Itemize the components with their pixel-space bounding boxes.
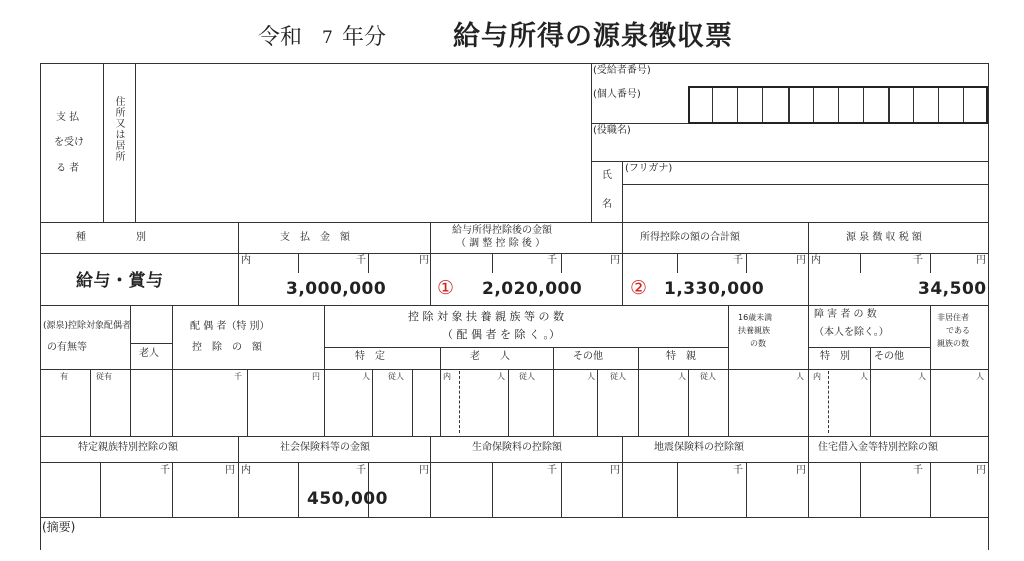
payee-label-line3: る 者 xyxy=(56,163,80,174)
social-sen-label: 千 xyxy=(356,465,366,476)
rojin-nin-label: 人 xyxy=(497,372,505,381)
sonota2-nin-label: 人 xyxy=(918,372,926,381)
remarks-label: (摘要) xyxy=(42,520,76,534)
sonota2-label: その他 xyxy=(874,351,904,362)
tax-en-label: 円 xyxy=(976,255,986,266)
deduction-total-value: 1,330,000 xyxy=(664,279,765,299)
type-header: 種 別 xyxy=(76,232,146,243)
recipient-number-label: (受給者番号) xyxy=(593,65,651,76)
life-insurance-header: 生命保険料の控除額 xyxy=(472,442,562,453)
title-year-suffix: 年分 xyxy=(342,25,387,50)
nonresident-header-line2: である xyxy=(946,326,970,335)
under16-header-line2: 扶養親族 xyxy=(738,326,770,335)
rojin-juunin-label: 従人 xyxy=(519,372,535,381)
sonota-label: その他 xyxy=(573,351,603,362)
disabled-header-line1: 障 害 者 の 数 xyxy=(814,309,877,320)
social-en-label: 円 xyxy=(419,465,429,476)
name-label-line2: 名 xyxy=(602,199,612,210)
spouse-header-line1: (源泉)控除対象配偶者 xyxy=(43,321,132,331)
income-type-value: 給与・賞与 xyxy=(76,271,164,291)
after-en-label: 円 xyxy=(610,255,620,266)
under16-header-line1: 16歳未満 xyxy=(738,313,773,322)
social-insurance-header: 社会保険料等の金額 xyxy=(280,442,370,453)
spouse-header-line2: の有無等 xyxy=(47,342,87,353)
disabled-uchi-label: 内 xyxy=(813,372,821,381)
disabled-header-line2: （本人を除く。） xyxy=(814,327,889,338)
individual-number-label: (個人番号) xyxy=(593,89,641,100)
deduction-sen-label: 千 xyxy=(733,255,743,266)
tokutei-juunin-label: 従人 xyxy=(388,372,404,381)
tax-sen-label: 千 xyxy=(913,255,923,266)
quake-en-label: 円 xyxy=(796,465,806,476)
pay-uchi-label: 内 xyxy=(241,255,251,266)
marker-2: ② xyxy=(630,277,648,299)
title-era: 令和 xyxy=(258,25,303,50)
life-sen-label: 千 xyxy=(547,465,557,476)
tokushin-label: 特 親 xyxy=(666,351,696,362)
roujin-label: 老人 xyxy=(139,348,159,359)
nonresident-header-line1: 非居住者 xyxy=(937,313,969,322)
withholding-tax-header: 源 泉 徴 収 税 額 xyxy=(846,232,922,243)
quake-sen-label: 千 xyxy=(733,465,743,476)
spouse-sen-label: 千 xyxy=(234,372,242,381)
after-deduction-header-line1: 給与所得控除後の金額 xyxy=(452,225,552,236)
housing-loan-deduction-header: 住宅借入金等特別控除の額 xyxy=(818,442,938,453)
special-sen-label: 千 xyxy=(160,465,170,476)
after-sen-label: 千 xyxy=(547,255,557,266)
spouse-en-label: 円 xyxy=(312,372,320,381)
under16-nin-label: 人 xyxy=(796,372,804,381)
tokushin-juunin-label: 従人 xyxy=(700,372,716,381)
rojin-uchi-label: 内 xyxy=(443,372,451,381)
tokutei-label: 特 定 xyxy=(355,351,385,362)
earthquake-insurance-header: 地震保険料の控除額 xyxy=(654,442,744,453)
title-year-number: 7 xyxy=(322,28,333,48)
withholding-tax-value: 34,500 xyxy=(918,279,987,299)
individual-number-boxes[interactable] xyxy=(688,86,988,124)
tokubetsu-label: 特 別 xyxy=(820,351,850,362)
name-label-line1: 氏 xyxy=(602,170,612,181)
after-deduction-value: 2,020,000 xyxy=(482,279,583,299)
marker-1: ① xyxy=(437,277,455,299)
life-en-label: 円 xyxy=(610,465,620,476)
nonresident-nin-label: 人 xyxy=(976,372,984,381)
tokubetsu-nin-label: 人 xyxy=(860,372,868,381)
tax-uchi-label: 内 xyxy=(811,255,821,266)
rojin-label: 老 人 xyxy=(470,351,510,362)
housing-sen-label: 千 xyxy=(913,465,923,476)
pay-amount-header: 支 払 金 額 xyxy=(280,232,350,243)
after-deduction-header-line2: （ 調 整 控 除 後 ） xyxy=(456,238,546,249)
payee-label-line2: を受け xyxy=(54,137,84,148)
pay-amount-value: 3,000,000 xyxy=(286,279,387,299)
spouse-deduction-header-line1: 配 偶 者（特 別） xyxy=(190,321,270,332)
special-en-label: 円 xyxy=(225,465,235,476)
deduction-en-label: 円 xyxy=(796,255,806,266)
under16-header-line3: の数 xyxy=(750,339,766,348)
housing-en-label: 円 xyxy=(976,465,986,476)
spouse-ari-label: 有 xyxy=(60,372,68,381)
tokushin-nin-label: 人 xyxy=(678,372,686,381)
pay-en-label: 円 xyxy=(419,255,429,266)
social-uchi-label: 内 xyxy=(241,465,251,476)
furigana-label: (フリガナ) xyxy=(625,163,673,174)
nonresident-header-line3: 親族の数 xyxy=(937,339,969,348)
document-title: 給与所得の源泉徴収票 xyxy=(453,21,733,52)
pay-sen-label: 千 xyxy=(356,255,366,266)
position-label: (役職名) xyxy=(593,125,631,136)
deduction-total-header: 所得控除の額の合計額 xyxy=(640,232,740,243)
dependents-header-line2: （ 配 偶 者 を 除 く 。） xyxy=(442,328,560,341)
social-insurance-value: 450,000 xyxy=(307,489,388,509)
sonota-juunin-label: 従人 xyxy=(610,372,626,381)
tokutei-nin-label: 人 xyxy=(362,372,370,381)
address-label: 住所又は居所 xyxy=(113,96,124,162)
payee-label-line1: 支 払 xyxy=(56,112,80,123)
spouse-juu-label: 従有 xyxy=(96,372,112,381)
spouse-deduction-header-line2: 控 除 の 額 xyxy=(192,342,262,353)
special-relative-deduction-header: 特定親族特別控除の額 xyxy=(78,442,178,453)
sonota-nin-label: 人 xyxy=(587,372,595,381)
dependents-header-line1: 控 除 対 象 扶 養 親 族 等 の 数 xyxy=(408,310,564,323)
